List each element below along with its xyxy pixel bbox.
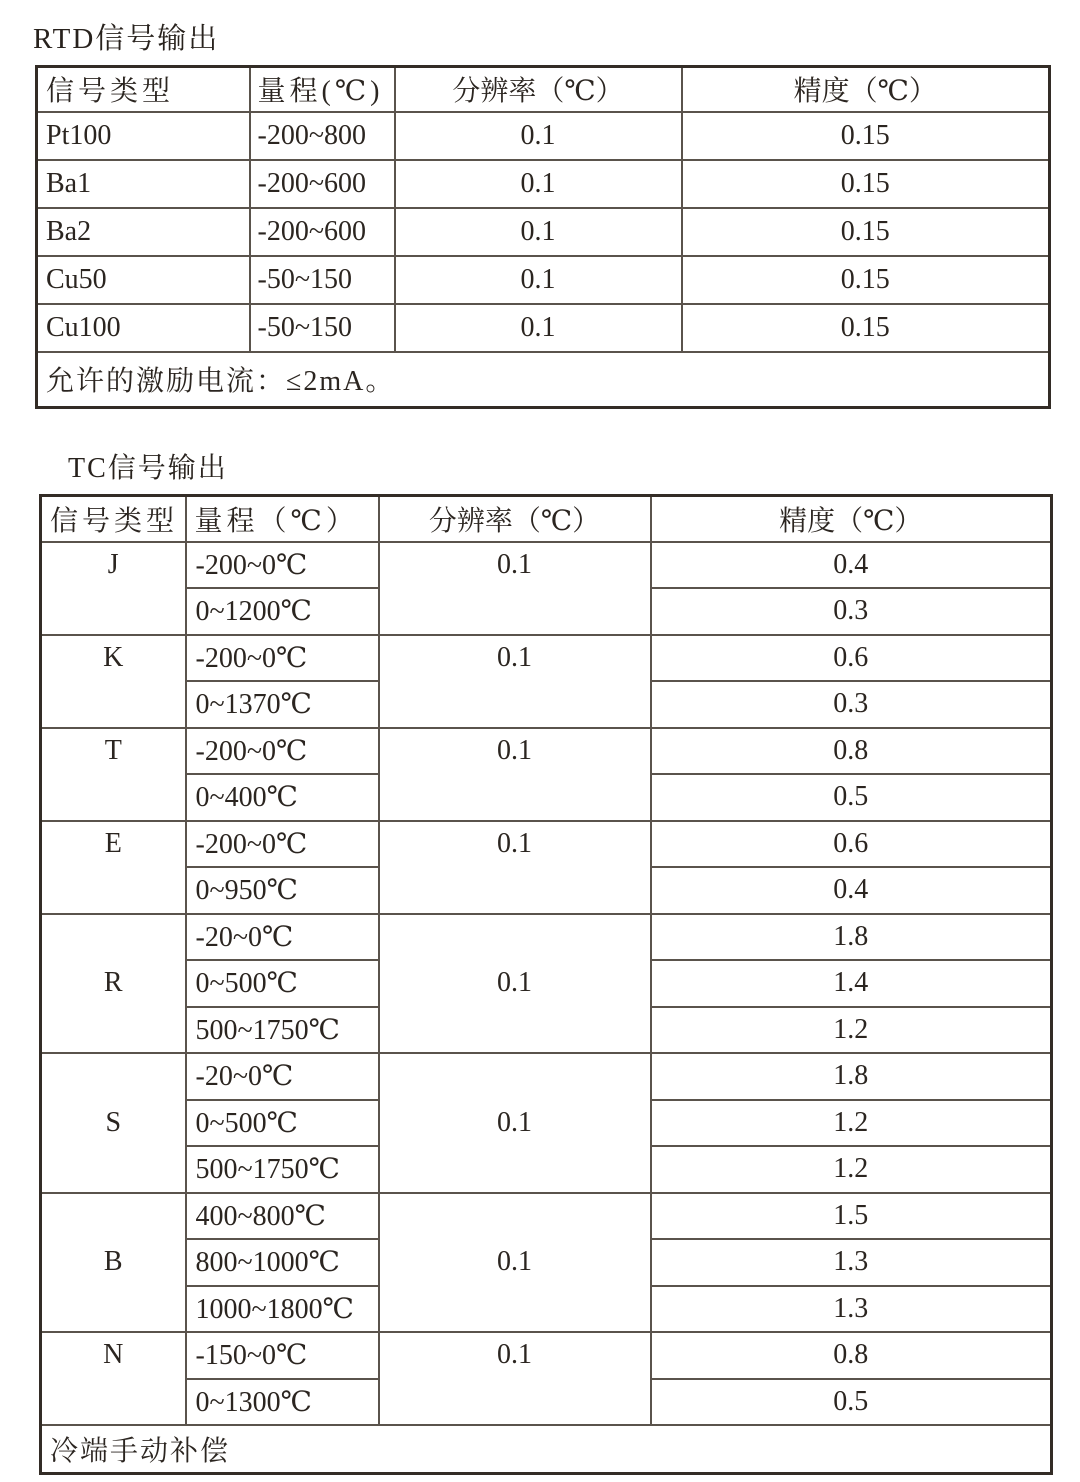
tc-accuracy-cell: 1.4 <box>651 960 1052 1007</box>
tc-footer-row <box>41 1425 1052 1473</box>
tc-range-cell: 0~1200℃ <box>186 588 379 635</box>
tc-type-cell: E <box>41 821 186 914</box>
rtd-data-row <box>37 160 1050 208</box>
tc-data-row <box>41 914 1052 961</box>
rtd-resolution-cell: 0.1 <box>395 160 682 208</box>
rtd-resolution-cell: 0.1 <box>395 256 682 304</box>
rtd-accuracy-cell: 0.15 <box>682 160 1050 208</box>
tc-range-cell: -20~0℃ <box>186 914 379 961</box>
tc-accuracy-cell: 1.8 <box>651 914 1052 961</box>
tc-accuracy-cell: 1.3 <box>651 1239 1052 1286</box>
tc-type-cell: N <box>41 1332 186 1425</box>
tc-range-cell: 0~1370℃ <box>186 681 379 728</box>
rtd-data-row <box>37 304 1050 352</box>
tc-resolution-cell: 0.1 <box>379 1193 651 1333</box>
rtd-header-cell: 分辨率（℃） <box>395 67 682 112</box>
rtd-range-cell: -200~800 <box>250 112 395 160</box>
tc-range-cell: 0~500℃ <box>186 960 379 1007</box>
tc-resolution-cell: 0.1 <box>379 542 651 635</box>
tc-accuracy-cell: 0.4 <box>651 542 1052 589</box>
rtd-type-cell: Ba1 <box>37 160 250 208</box>
tc-accuracy-cell: 1.5 <box>651 1193 1052 1240</box>
rtd-range-cell: -50~150 <box>250 256 395 304</box>
tc-section-title: TC信号输出 <box>68 453 228 484</box>
tc-data-row <box>41 1332 1052 1379</box>
tc-accuracy-cell: 0.6 <box>651 821 1052 868</box>
rtd-type-cell: Pt100 <box>37 112 250 160</box>
rtd-footer-row <box>37 352 1050 408</box>
rtd-type-cell: Cu100 <box>37 304 250 352</box>
tc-accuracy-cell: 1.2 <box>651 1146 1052 1193</box>
rtd-accuracy-cell: 0.15 <box>682 256 1050 304</box>
tc-range-cell: 800~1000℃ <box>186 1239 379 1286</box>
tc-type-cell: S <box>41 1053 186 1193</box>
tc-accuracy-cell: 1.3 <box>651 1286 1052 1333</box>
rtd-accuracy-cell: 0.15 <box>682 208 1050 256</box>
rtd-header-row <box>37 67 1050 112</box>
rtd-signal-table <box>35 65 1051 409</box>
tc-range-cell: 0~400℃ <box>186 774 379 821</box>
rtd-type-cell: Cu50 <box>37 256 250 304</box>
rtd-accuracy-cell: 0.15 <box>682 112 1050 160</box>
rtd-resolution-cell: 0.1 <box>395 112 682 160</box>
tc-range-cell: -200~0℃ <box>186 728 379 775</box>
tc-type-cell: T <box>41 728 186 821</box>
tc-resolution-cell: 0.1 <box>379 728 651 821</box>
rtd-resolution-cell: 0.1 <box>395 304 682 352</box>
tc-resolution-cell: 0.1 <box>379 821 651 914</box>
tc-header-cell: 分辨率（℃） <box>379 496 651 542</box>
rtd-header-cell: 信号类型 <box>37 67 250 112</box>
rtd-data-row <box>37 208 1050 256</box>
tc-range-cell: -200~0℃ <box>186 821 379 868</box>
rtd-header-cell: 量程(℃) <box>250 67 395 112</box>
tc-resolution-cell: 0.1 <box>379 1332 651 1425</box>
rtd-header-cell: 精度（℃） <box>682 67 1050 112</box>
tc-range-cell: -150~0℃ <box>186 1332 379 1379</box>
tc-type-cell: K <box>41 635 186 728</box>
tc-header-cell: 信号类型 <box>41 496 186 542</box>
tc-resolution-cell: 0.1 <box>379 635 651 728</box>
tc-accuracy-cell: 0.8 <box>651 728 1052 775</box>
tc-accuracy-cell: 0.8 <box>651 1332 1052 1379</box>
tc-data-row <box>41 542 1052 589</box>
rtd-range-cell: -50~150 <box>250 304 395 352</box>
tc-range-cell: -200~0℃ <box>186 635 379 682</box>
tc-range-cell: 0~950℃ <box>186 867 379 914</box>
rtd-range-cell: -200~600 <box>250 208 395 256</box>
tc-type-cell: B <box>41 1193 186 1333</box>
tc-type-cell: J <box>41 542 186 635</box>
tc-range-cell: 500~1750℃ <box>186 1146 379 1193</box>
tc-accuracy-cell: 1.2 <box>651 1007 1052 1054</box>
tc-resolution-cell: 0.1 <box>379 914 651 1054</box>
tc-range-cell: -200~0℃ <box>186 542 379 589</box>
tc-accuracy-cell: 1.8 <box>651 1053 1052 1100</box>
tc-data-row <box>41 1053 1052 1100</box>
tc-accuracy-cell: 0.6 <box>651 635 1052 682</box>
tc-accuracy-cell: 0.3 <box>651 681 1052 728</box>
rtd-data-row <box>37 256 1050 304</box>
rtd-footnote-cell: 允许的激励电流：≤2mA。 <box>37 352 1050 408</box>
tc-header-cell: 量程（℃） <box>186 496 379 542</box>
tc-signal-table <box>39 494 1053 1475</box>
rtd-range-cell: -200~600 <box>250 160 395 208</box>
tc-range-cell: 1000~1800℃ <box>186 1286 379 1333</box>
tc-data-row <box>41 635 1052 682</box>
rtd-type-cell: Ba2 <box>37 208 250 256</box>
tc-footnote-cell: 冷端手动补偿 <box>41 1425 1052 1473</box>
rtd-accuracy-cell: 0.15 <box>682 304 1050 352</box>
tc-data-row <box>41 728 1052 775</box>
rtd-section-title: RTD信号输出 <box>33 23 220 55</box>
tc-accuracy-cell: 0.5 <box>651 1379 1052 1426</box>
tc-data-row <box>41 1193 1052 1240</box>
tc-range-cell: 0~500℃ <box>186 1100 379 1147</box>
tc-resolution-cell: 0.1 <box>379 1053 651 1193</box>
tc-range-cell: -20~0℃ <box>186 1053 379 1100</box>
tc-header-cell: 精度（℃） <box>651 496 1052 542</box>
tc-accuracy-cell: 0.4 <box>651 867 1052 914</box>
tc-range-cell: 0~1300℃ <box>186 1379 379 1426</box>
tc-accuracy-cell: 0.3 <box>651 588 1052 635</box>
rtd-resolution-cell: 0.1 <box>395 208 682 256</box>
tc-header-row <box>41 496 1052 542</box>
tc-accuracy-cell: 1.2 <box>651 1100 1052 1147</box>
tc-accuracy-cell: 0.5 <box>651 774 1052 821</box>
tc-data-row <box>41 821 1052 868</box>
tc-range-cell: 400~800℃ <box>186 1193 379 1240</box>
tc-range-cell: 500~1750℃ <box>186 1007 379 1054</box>
tc-type-cell: R <box>41 914 186 1054</box>
rtd-data-row <box>37 112 1050 160</box>
